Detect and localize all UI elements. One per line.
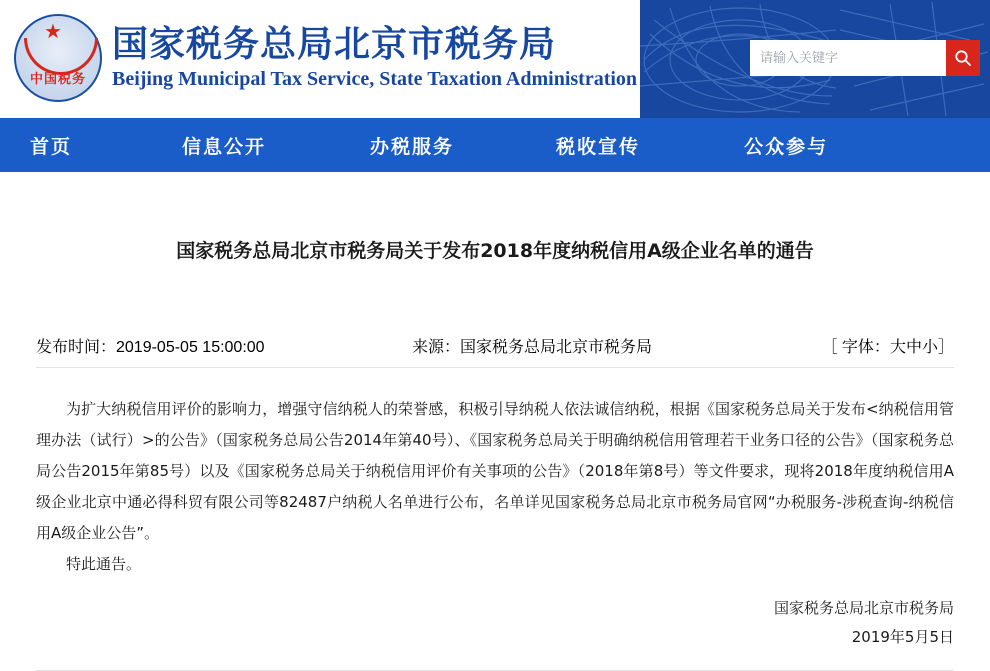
nav-item-public-participation[interactable]: 公众参与 bbox=[744, 135, 829, 158]
article-paragraph-1: 为扩大纳税信用评价的影响力，增强守信纳税人的荣誉感，积极引导纳税人依法诚信纳税，根据《国家税务总局关于发布<纳税信用管理办法（试行）>的公告》（国家税务总局公告2014年第40号）、《国家税务总局关于明确纳税信用管理若干业务口径的公告》（国家税务总局公告2015年第85号）以及《国家税务总局关于纳税信用评价有关事项的公告》（2018年第8号）等文件要求，现将2018年度纳税信用A级企业北京中通必得科贸有限公司等82487户纳税人名单进行公布，名单详见国家税务总局北京市税务局官网“办税服务-涉税查询-纳税信用A级企业公告”。 bbox=[36, 400, 954, 542]
font-size-suffix: ］ bbox=[937, 339, 954, 356]
font-size-prefix: ［ 字体： bbox=[821, 339, 890, 356]
publish-time: 发布时间：2019-05-05 15:00:00 bbox=[36, 339, 265, 356]
search-icon bbox=[954, 49, 972, 67]
site-title-english: Beijing Municipal Tax Service, State Taxation Administration bbox=[112, 68, 638, 90]
page-title: 国家税务总局北京市税务局关于发布2018年度纳税信用A级企业名单的通告 bbox=[176, 240, 814, 262]
article-body bbox=[36, 376, 954, 580]
signature-organization: 国家税务总局北京市税务局 bbox=[773, 599, 954, 617]
nav-item-tax-publicity[interactable]: 税收宣传 bbox=[556, 135, 641, 158]
tax-bureau-emblem bbox=[14, 8, 106, 108]
meta-divider bbox=[36, 367, 954, 368]
font-size-large[interactable]: 大 bbox=[889, 339, 906, 356]
article-paragraph-2: 特此通告。 bbox=[66, 555, 142, 573]
search-button[interactable] bbox=[946, 40, 980, 76]
article-meta bbox=[36, 266, 954, 376]
emblem-star-icon: ★ bbox=[44, 21, 62, 43]
emblem-label: 中国税务 bbox=[29, 72, 86, 87]
main-navigation bbox=[0, 118, 990, 172]
font-size-small[interactable]: 小 bbox=[921, 339, 938, 356]
font-size-medium[interactable]: 中 bbox=[905, 339, 922, 356]
signature-date: 2019年5月5日 bbox=[851, 628, 954, 646]
search-input[interactable] bbox=[750, 40, 946, 76]
article-container bbox=[0, 172, 990, 671]
article-source: 来源：国家税务总局北京市税务局 bbox=[412, 339, 653, 356]
nav-item-home[interactable]: 首页 bbox=[30, 135, 73, 158]
site-title-chinese: 国家税务总局北京市税务局 bbox=[112, 24, 557, 65]
nav-item-tax-services[interactable]: 办税服务 bbox=[370, 135, 455, 158]
search-box[interactable] bbox=[750, 40, 980, 76]
article-signature bbox=[36, 594, 954, 652]
font-size-control[interactable] bbox=[821, 334, 954, 357]
site-header bbox=[0, 0, 990, 118]
nav-item-information-disclosure[interactable]: 信息公开 bbox=[182, 135, 267, 158]
